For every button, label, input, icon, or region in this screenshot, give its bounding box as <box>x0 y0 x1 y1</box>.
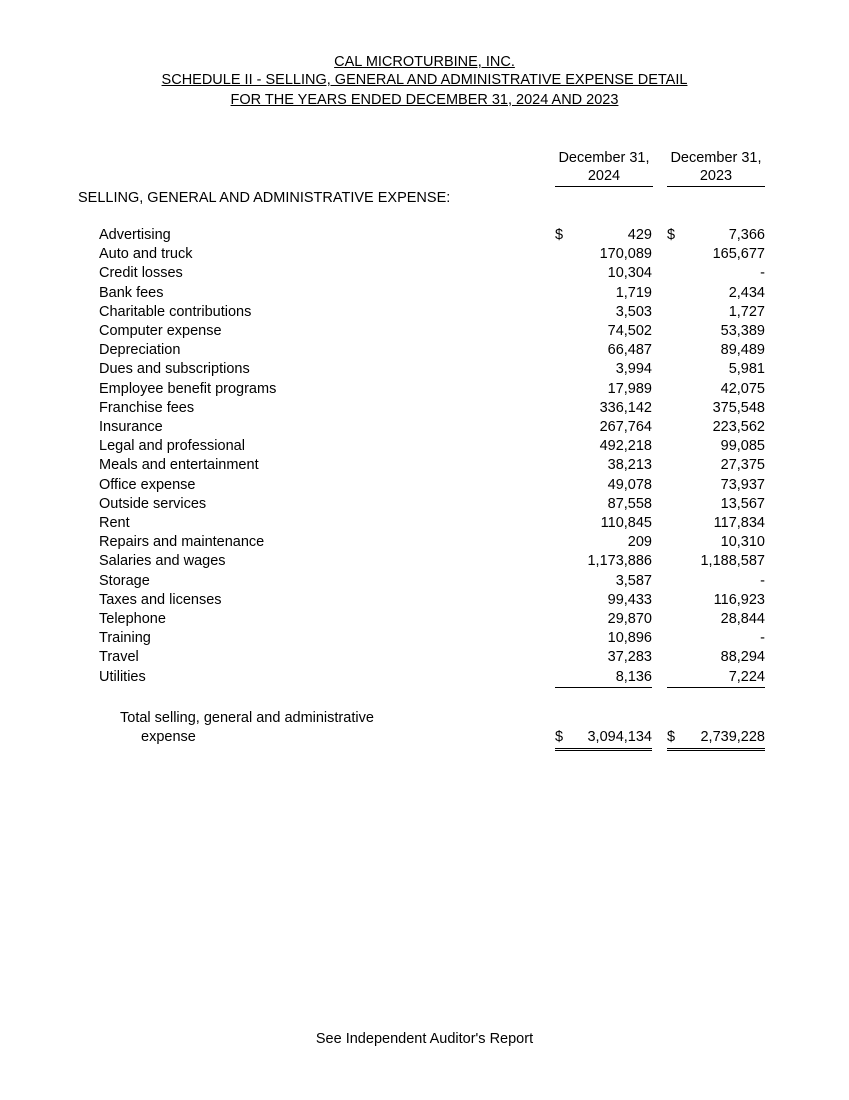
row-cell-2023 <box>667 514 765 533</box>
row-value: 10,896 <box>607 630 652 647</box>
row-label: Dues and subscriptions <box>99 361 250 378</box>
row-label: Charitable contributions <box>99 303 252 320</box>
row-cell-2024 <box>555 668 652 688</box>
row-cell-2023 <box>667 533 765 552</box>
row-value: 492,218 <box>599 438 652 455</box>
row-label: Credit losses <box>99 265 183 282</box>
row-cell-2024 <box>555 322 652 341</box>
report-period: FOR THE YEARS ENDED DECEMBER 31, 2024 AND 2023 <box>230 92 619 108</box>
row-cell-2024 <box>555 552 652 571</box>
row-label: Taxes and licenses <box>99 591 222 608</box>
row-value: 209 <box>627 534 652 551</box>
row-label: Outside services <box>99 495 207 512</box>
table-row <box>0 303 849 322</box>
row-cell-2024 <box>555 572 652 591</box>
table-row <box>0 668 849 687</box>
row-label: Repairs and maintenance <box>99 534 265 551</box>
currency-symbol: $ <box>667 227 676 243</box>
row-value: 38,213 <box>607 457 652 474</box>
row-cell-2024 <box>555 456 652 475</box>
table-row <box>0 245 849 264</box>
row-cell-2023 <box>667 476 765 495</box>
row-value: - <box>760 630 765 647</box>
section-title: SELLING, GENERAL AND ADMINISTRATIVE EXPENSE: <box>78 190 451 206</box>
row-value: 73,937 <box>720 476 765 493</box>
row-label: Training <box>99 630 151 647</box>
row-value: 375,548 <box>712 399 765 416</box>
row-cell-2024 <box>555 360 652 379</box>
row-value: 3,503 <box>615 303 652 320</box>
currency-symbol: $ <box>555 227 564 243</box>
row-cell-2023 <box>667 668 765 688</box>
row-label: Telephone <box>99 611 166 627</box>
row-cell-2024 <box>555 476 652 495</box>
row-cell-2024 <box>555 495 652 514</box>
row-value: 74,502 <box>607 323 652 339</box>
row-cell-2023 <box>667 399 765 418</box>
row-value: 116,923 <box>713 591 765 608</box>
row-cell-2024 <box>555 399 652 418</box>
row-value: 336,142 <box>599 399 652 416</box>
row-cell-2024 <box>555 284 652 303</box>
row-value: 3,587 <box>615 572 652 589</box>
row-value: 66,487 <box>607 342 652 359</box>
row-label: Office expense <box>99 476 196 493</box>
row-cell-2023 <box>667 456 765 475</box>
auditor-report-note: See Independent Auditor's Report <box>315 1031 534 1047</box>
row-value: 7,366 <box>728 227 765 243</box>
row-cell-2023 <box>667 303 765 322</box>
row-cell-2023 <box>667 610 765 629</box>
row-cell-2023 <box>667 648 765 667</box>
row-label: Computer expense <box>99 323 222 339</box>
row-value: - <box>760 572 765 589</box>
row-value: 267,764 <box>599 419 652 435</box>
row-label: Rent <box>99 515 130 531</box>
table-row <box>0 552 849 571</box>
row-value: 170,089 <box>599 246 652 263</box>
total-label: Total selling, general and administrative expense <box>120 710 374 745</box>
table-row <box>0 437 849 456</box>
column-header-2023: December 31, 2023 <box>667 149 765 187</box>
row-value: 88,294 <box>720 649 765 666</box>
row-value: 42,075 <box>720 380 765 397</box>
row-cell-2024 <box>555 629 652 648</box>
row-cell-2023 <box>667 226 765 245</box>
row-value: 13,567 <box>720 495 765 512</box>
row-value: 53,389 <box>720 323 765 339</box>
row-label: Depreciation <box>99 342 181 359</box>
row-label: Storage <box>99 572 150 589</box>
row-cell-2024 <box>555 591 652 610</box>
row-value: 10,304 <box>607 265 652 282</box>
row-cell-2023 <box>667 245 765 264</box>
row-value: 27,375 <box>720 457 765 474</box>
table-row <box>0 629 849 648</box>
row-cell-2023 <box>667 322 765 341</box>
row-value: 49,078 <box>607 476 652 493</box>
table-row <box>0 648 849 667</box>
row-cell-2024 <box>555 514 652 533</box>
row-value: 99,085 <box>720 438 765 455</box>
row-cell-2023 <box>667 341 765 360</box>
row-cell-2024 <box>555 303 652 322</box>
table-row <box>0 399 849 418</box>
row-value: 429 <box>627 227 652 243</box>
row-value: 223,562 <box>712 419 765 435</box>
row-cell-2023 <box>667 437 765 456</box>
row-value: 87,558 <box>607 495 652 512</box>
row-cell-2023 <box>667 360 765 379</box>
row-label: Auto and truck <box>99 246 193 263</box>
row-cell-2024 <box>555 380 652 399</box>
row-value: 28,844 <box>720 611 765 627</box>
row-value: 1,727 <box>728 303 765 320</box>
table-row <box>0 322 849 341</box>
table-row <box>0 591 849 610</box>
row-value: 3,994 <box>615 361 652 378</box>
row-value: 7,224 <box>728 668 765 685</box>
row-label: Meals and entertainment <box>99 457 259 474</box>
row-value: 1,719 <box>615 284 652 301</box>
row-cell-2023 <box>667 572 765 591</box>
company-name: CAL MICROTURBINE, INC. <box>334 54 515 70</box>
table-row <box>0 341 849 360</box>
row-cell-2023 <box>667 264 765 283</box>
total-2024 <box>555 729 652 751</box>
row-value: - <box>760 265 765 282</box>
row-label: Salaries and wages <box>99 553 226 570</box>
row-cell-2023 <box>667 552 765 571</box>
table-row <box>0 380 849 399</box>
row-cell-2024 <box>555 648 652 667</box>
table-row <box>0 572 849 591</box>
row-label: Franchise fees <box>99 399 195 416</box>
row-cell-2023 <box>667 380 765 399</box>
table-row <box>0 610 849 629</box>
column-header-2024: December 31, 2024 <box>555 149 653 187</box>
schedule-title: SCHEDULE II - SELLING, GENERAL AND ADMINISTRATIVE EXPENSE DETAIL <box>161 72 688 88</box>
row-cell-2024 <box>555 245 652 264</box>
row-value: 8,136 <box>615 668 652 685</box>
row-cell-2024 <box>555 437 652 456</box>
row-value: 17,989 <box>607 380 652 397</box>
row-cell-2023 <box>667 495 765 514</box>
table-row <box>0 418 849 437</box>
total-2024-value: 3,094,134 <box>587 729 652 745</box>
table-row <box>0 533 849 552</box>
row-value: 165,677 <box>712 246 765 263</box>
row-label: Advertising <box>99 227 171 243</box>
row-value: 10,310 <box>720 534 765 551</box>
row-cell-2024 <box>555 418 652 437</box>
row-value: 29,870 <box>607 611 652 627</box>
row-cell-2023 <box>667 591 765 610</box>
row-label: Bank fees <box>99 284 164 301</box>
row-cell-2024 <box>555 533 652 552</box>
row-value: 89,489 <box>720 342 765 359</box>
row-value: 37,283 <box>607 649 652 666</box>
table-row <box>0 476 849 495</box>
row-cell-2024 <box>555 226 652 245</box>
table-row <box>0 226 849 245</box>
row-cell-2023 <box>667 418 765 437</box>
total-2023 <box>667 729 765 751</box>
table-row <box>0 495 849 514</box>
row-value: 2,434 <box>728 284 765 301</box>
currency-symbol: $ <box>555 729 564 745</box>
row-value: 5,981 <box>728 361 765 378</box>
table-row <box>0 264 849 283</box>
row-value: 99,433 <box>607 591 652 608</box>
row-cell-2024 <box>555 341 652 360</box>
row-label: Employee benefit programs <box>99 380 277 397</box>
row-value: 117,834 <box>713 515 765 531</box>
row-label: Legal and professional <box>99 438 245 455</box>
row-label: Travel <box>99 649 139 666</box>
row-cell-2024 <box>555 264 652 283</box>
row-cell-2023 <box>667 629 765 648</box>
table-row <box>0 514 849 533</box>
table-row <box>0 284 849 303</box>
row-value: 1,173,886 <box>587 553 652 570</box>
currency-symbol: $ <box>667 729 676 745</box>
total-2023-value: 2,739,228 <box>700 729 765 745</box>
row-label: Utilities <box>99 668 146 685</box>
row-value: 1,188,587 <box>700 553 765 570</box>
table-row <box>0 456 849 475</box>
table-row <box>0 360 849 379</box>
row-value: 110,845 <box>600 515 652 531</box>
row-label: Insurance <box>99 419 163 435</box>
row-cell-2024 <box>555 610 652 629</box>
row-cell-2023 <box>667 284 765 303</box>
